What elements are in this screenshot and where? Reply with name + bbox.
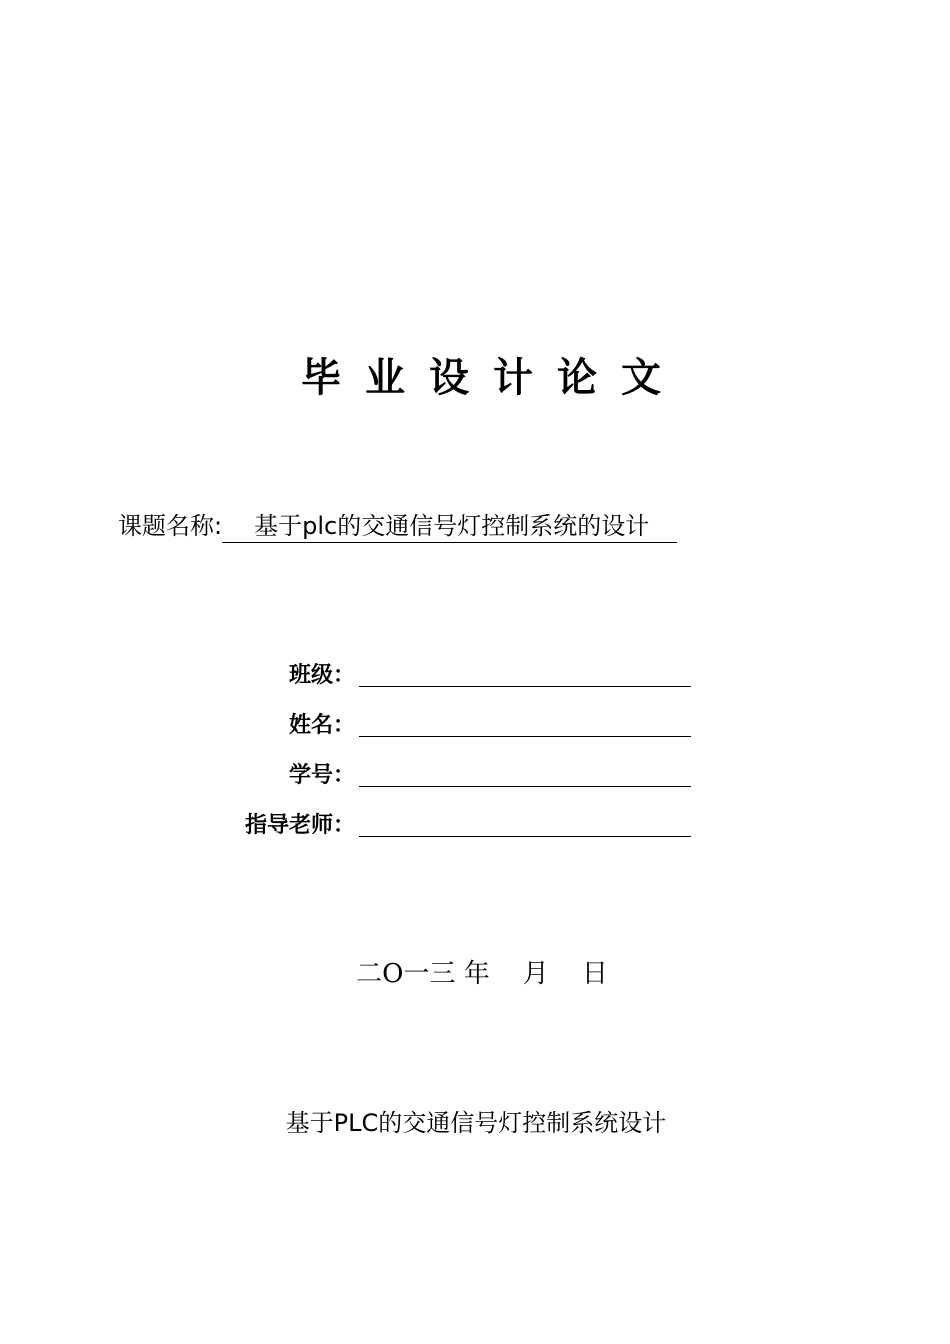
class-field	[0, 658, 950, 698]
name-blank-line	[359, 736, 691, 737]
advisor-label: 指导老师：	[244, 813, 355, 838]
student-id-field	[0, 758, 950, 798]
subtitle: 基于PLC的交通信号灯控制系统设计	[285, 1109, 667, 1137]
name-field	[0, 708, 950, 748]
date-line: 二O一三 年 月 日	[356, 959, 608, 989]
student-id-label: 学号：	[288, 763, 355, 788]
name-label: 姓名：	[288, 713, 355, 738]
class-blank-line	[359, 686, 691, 687]
advisor-field	[0, 808, 950, 848]
topic-row	[118, 508, 677, 544]
class-label: 班级：	[288, 663, 355, 688]
topic-value: 基于plc的交通信号灯控制系统的设计	[222, 510, 677, 543]
student-id-blank-line	[359, 786, 691, 787]
thesis-title: 毕业设计论文	[301, 355, 685, 401]
topic-label: 课题名称:	[118, 512, 223, 540]
advisor-blank-line	[359, 836, 691, 837]
